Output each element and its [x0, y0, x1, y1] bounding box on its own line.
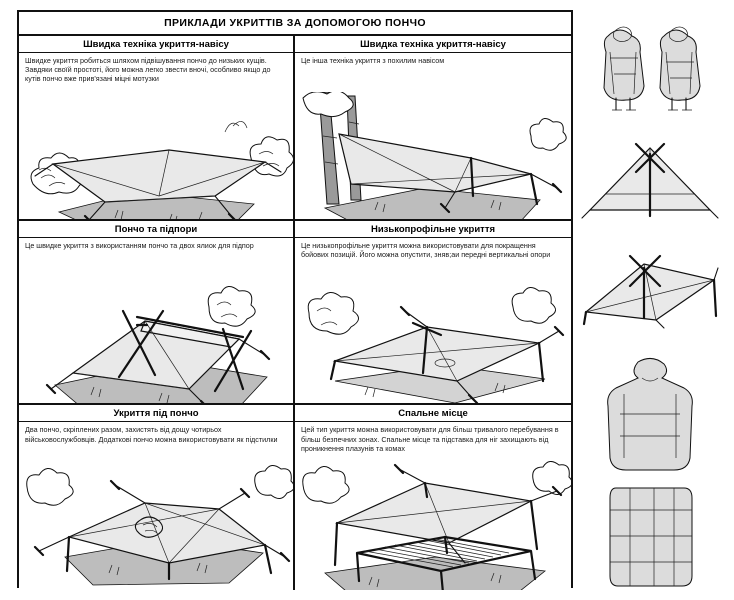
panel-title: Низькопрофільне укриття	[295, 221, 571, 238]
panel-title: Пончо та підпори	[19, 221, 293, 238]
panel-title: Швидка техніка укриття-навісу	[19, 36, 293, 53]
panel-description: Два пончо, скріплених разом, захистять від дощу чотирьох військовослужбовців. Додаткові пончо можна використовувати як підстилки	[25, 425, 278, 444]
panel-title: Спальне місце	[295, 405, 571, 422]
panel-description: Це низькопрофільне укриття можна використовувати для покращення бойових позицій. Його можна опустити, зняв;аи передні вертикальні опори	[301, 240, 551, 259]
panel-illustration-poncho-a-frame-with-poles	[19, 277, 293, 404]
panel-description: Цей тип укриття можна використовувати для більш тривалого перебування в більш безпечних зонах. Спальне місце та підставка для ніг захищають від проникнення плазунів та комах	[301, 425, 559, 453]
panel-low-profile	[295, 221, 571, 406]
panel-title: Швидка техніка укриття-навісу	[295, 36, 571, 53]
panel-description: Це швидке укриття з використанням пончо та двох ялиок для підпор	[25, 240, 254, 250]
side-figure-poncho-worn-front-back	[580, 18, 720, 114]
panel-description: Швидке укриття робиться шляхом підвішування пончо до низьких кущів. Завдяки своїй простоті, його можна легко звести вночі, особливо якщо до кутів пончо вже прив'язані міцні мотузки	[25, 56, 271, 84]
panel-description: Це інша техніка укриття з похилим навісом	[301, 56, 445, 65]
page-title: ПРИКЛАДИ УКРИТТІВ ЗА ДОПОМОГОЮ ПОНЧО	[164, 17, 426, 29]
panel-poncho-and-supports	[19, 221, 295, 406]
panel-quick-lean-to-2	[295, 36, 571, 221]
side-figure-poncho-folded	[580, 480, 720, 590]
panel-illustration-two-ponchos-joined-shelter	[19, 461, 293, 590]
side-figure-column	[580, 10, 720, 588]
side-figure-low-profile-tarp	[580, 246, 720, 330]
side-figure-poncho-hood-flat	[580, 354, 720, 472]
panel-illustration-poncho-tarp-tied-to-bushes	[19, 92, 293, 219]
side-figure-a-frame-tarp	[580, 138, 720, 222]
panel-illustration-poncho-tarp-sloped-tree-line	[295, 92, 571, 219]
panel-under-poncho	[19, 405, 295, 590]
panel-illustration-low-profile-tarp-shelter	[295, 277, 571, 404]
panel-grid	[19, 36, 571, 590]
panel-title: Укриття під пончо	[19, 405, 293, 422]
panel-sleeping-place	[295, 405, 571, 590]
main-diagram-panel	[17, 10, 573, 588]
diagram-title-bar	[19, 12, 571, 36]
panel-quick-lean-to-1	[19, 36, 295, 221]
panel-illustration-raised-bed-shelter	[295, 461, 571, 590]
